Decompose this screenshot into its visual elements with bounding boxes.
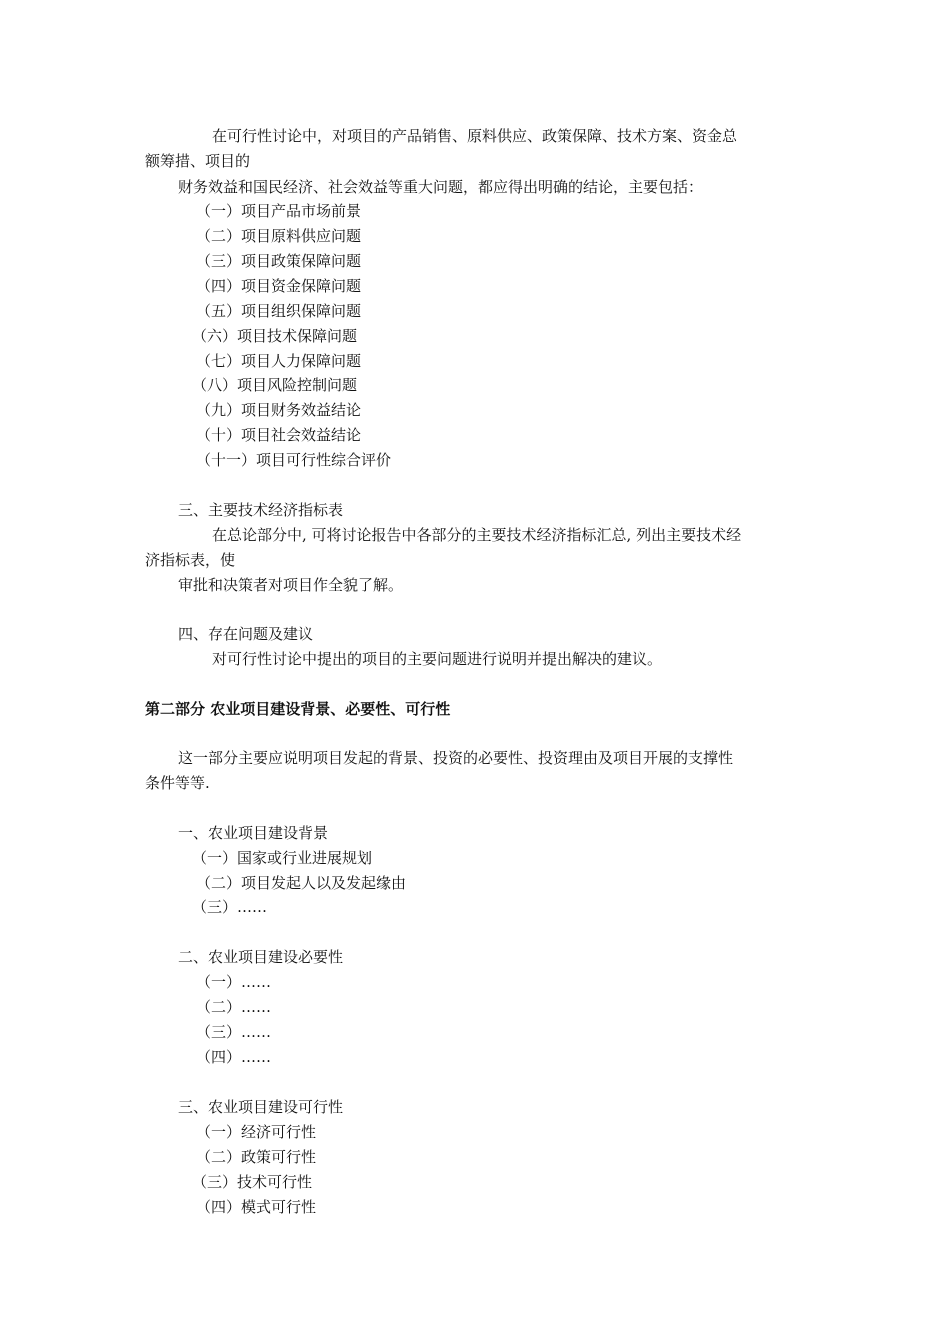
list-item: （四）……	[196, 1048, 272, 1066]
list-item: （一）经济可行性	[196, 1123, 317, 1141]
list-item: （六）项目技术保障问题	[192, 327, 358, 345]
intro-line-2: 额筹措、项目的	[145, 152, 251, 170]
section-title: 三、农业项目建设可行性	[178, 1098, 344, 1116]
list-item: （三）……	[192, 898, 268, 916]
list-item: （一）国家或行业进展规划	[192, 849, 373, 867]
section-title: 二、农业项目建设必要性	[178, 948, 344, 966]
list-item: （七）项目人力保障问题	[196, 352, 362, 370]
list-item: （九）项目财务效益结论	[196, 401, 362, 419]
list-item: （二）……	[196, 998, 272, 1016]
list-item: （四）模式可行性	[196, 1198, 317, 1216]
paragraph-line: 在总论部分中, 可将讨论报告中各部分的主要技术经济指标汇总, 列出主要技术经	[212, 526, 742, 544]
list-item: （四）项目资金保障问题	[196, 277, 362, 295]
list-item: （三）……	[196, 1023, 272, 1041]
list-item: （二）项目原料供应问题	[196, 227, 362, 245]
list-item: （二）项目发起人以及发起缘由	[196, 874, 407, 892]
paragraph-line: 这一部分主要应说明项目发起的背景、投资的必要性、投资理由及项目开展的支撑性	[178, 749, 734, 767]
section-title: 四、存在问题及建议	[178, 625, 314, 643]
paragraph-line: 济指标表，使	[145, 551, 236, 569]
list-item: （十一）项目可行性综合评价	[196, 451, 392, 469]
list-item: （五）项目组织保障问题	[196, 302, 362, 320]
paragraph-line: 对可行性讨论中提出的项目的主要问题进行说明并提出解决的建议。	[212, 650, 663, 668]
intro-line-3: 财务效益和国民经济、社会效益等重大问题，都应得出明确的结论，主要包括：	[178, 178, 704, 196]
section-title: 三、主要技术经济指标表	[178, 501, 344, 519]
list-item: （八）项目风险控制问题	[192, 376, 358, 394]
list-item: （三）项目政策保障问题	[196, 252, 362, 270]
part-heading: 第二部分 农业项目建设背景、必要性、可行性	[145, 700, 451, 718]
paragraph-line: 审批和决策者对项目作全貌了解。	[178, 576, 404, 594]
list-item: （一）项目产品市场前景	[196, 202, 362, 220]
list-item: （三）技术可行性	[192, 1173, 313, 1191]
section-title: 一、农业项目建设背景	[178, 824, 329, 842]
list-item: （十）项目社会效益结论	[196, 426, 362, 444]
paragraph-line: 条件等等.	[145, 774, 210, 792]
list-item: （二）政策可行性	[196, 1148, 317, 1166]
list-item: （一）……	[196, 973, 272, 991]
intro-line-1: 在可行性讨论中，对项目的产品销售、原料供应、政策保障、技术方案、资金总	[212, 127, 738, 145]
